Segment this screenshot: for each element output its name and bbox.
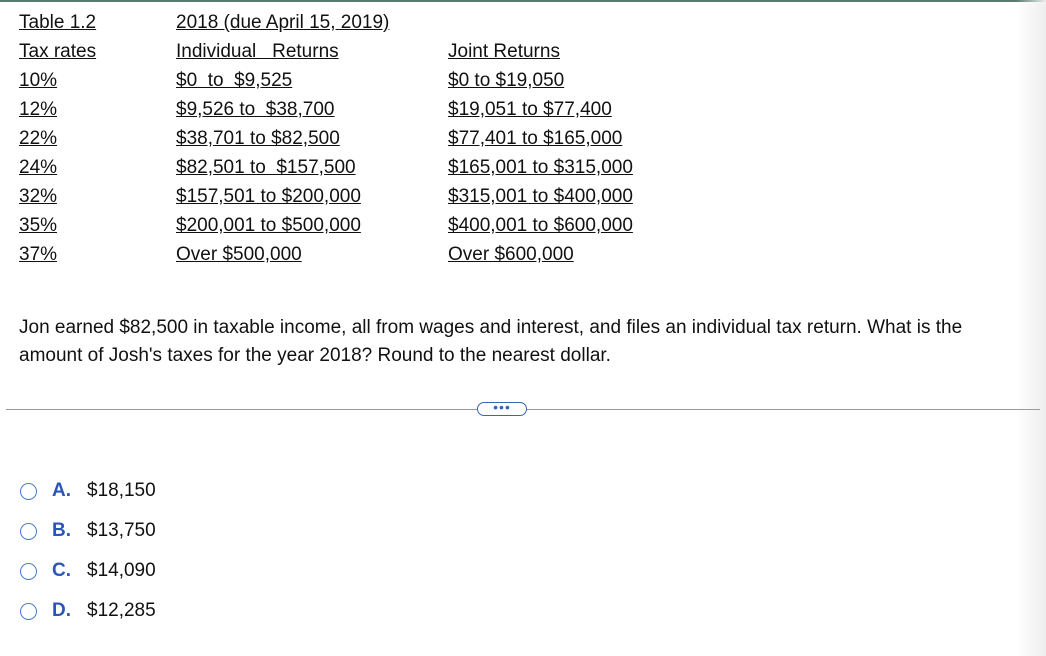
individual-bracket-cell: $157,501 to $200,000 — [176, 186, 361, 207]
rate-cell: 10% — [19, 70, 58, 91]
joint-bracket-cell: $77,401 to $165,000 — [448, 128, 623, 149]
joint-bracket-cell: $400,001 to $600,000 — [448, 215, 633, 236]
option-value: $13,750 — [87, 520, 156, 541]
joint-returns-column — [448, 37, 633, 269]
tax-rates-header: Tax rates — [19, 41, 97, 62]
question-text: Jon earned $82,500 in taxable income, all from wages and interest, and files an individual tax return. What is the amount of Josh's taxes for the year 2018? Round to the nearest dollar. — [19, 317, 963, 366]
option-letter: C. — [52, 560, 71, 581]
joint-bracket-cell: Over $600,000 — [448, 244, 574, 265]
radio-circle-icon[interactable] — [20, 483, 37, 500]
option-b[interactable] — [20, 511, 156, 551]
rate-cell: 24% — [19, 157, 58, 178]
more-options-button[interactable]: ••• — [477, 402, 527, 416]
individual-bracket-cell: $200,001 to $500,000 — [176, 215, 361, 236]
option-d[interactable] — [20, 591, 156, 631]
joint-bracket-cell: $165,001 to $315,000 — [448, 157, 633, 178]
radio-circle-icon[interactable] — [20, 563, 37, 580]
rate-cell: 32% — [19, 186, 58, 207]
top-border — [0, 0, 1046, 2]
option-letter: B. — [52, 520, 71, 541]
table-title: Table 1.2 — [19, 12, 97, 33]
joint-bracket-cell: $0 to $19,050 — [448, 70, 565, 91]
option-c[interactable] — [20, 551, 156, 591]
individual-bracket-cell: $82,501 to $157,500 — [176, 157, 356, 178]
option-a[interactable] — [20, 471, 156, 511]
individual-bracket-cell: $38,701 to $82,500 — [176, 128, 340, 149]
radio-circle-icon[interactable] — [20, 523, 37, 540]
rate-cell: 12% — [19, 99, 58, 120]
option-value: $14,090 — [87, 560, 156, 581]
option-letter: D. — [52, 600, 71, 621]
joint-bracket-cell: $315,001 to $400,000 — [448, 186, 633, 207]
answer-options — [20, 471, 156, 631]
individual-returns-header: Individual Returns — [176, 41, 339, 62]
radio-circle-icon[interactable] — [20, 603, 37, 620]
rate-cell: 35% — [19, 215, 58, 236]
option-value: $12,285 — [87, 600, 156, 621]
individual-returns-column — [176, 8, 389, 269]
option-value: $18,150 — [87, 480, 156, 501]
tax-rates-column — [19, 8, 96, 269]
individual-bracket-cell: $0 to $9,525 — [176, 70, 293, 91]
joint-returns-header: Joint Returns — [448, 41, 560, 62]
option-letter: A. — [52, 480, 71, 501]
year-header: 2018 (due April 15, 2019) — [176, 12, 390, 33]
individual-bracket-cell: $9,526 to $38,700 — [176, 99, 335, 120]
rate-cell: 37% — [19, 244, 58, 265]
rate-cell: 22% — [19, 128, 58, 149]
individual-bracket-cell: Over $500,000 — [176, 244, 302, 265]
joint-bracket-cell: $19,051 to $77,400 — [448, 99, 612, 120]
